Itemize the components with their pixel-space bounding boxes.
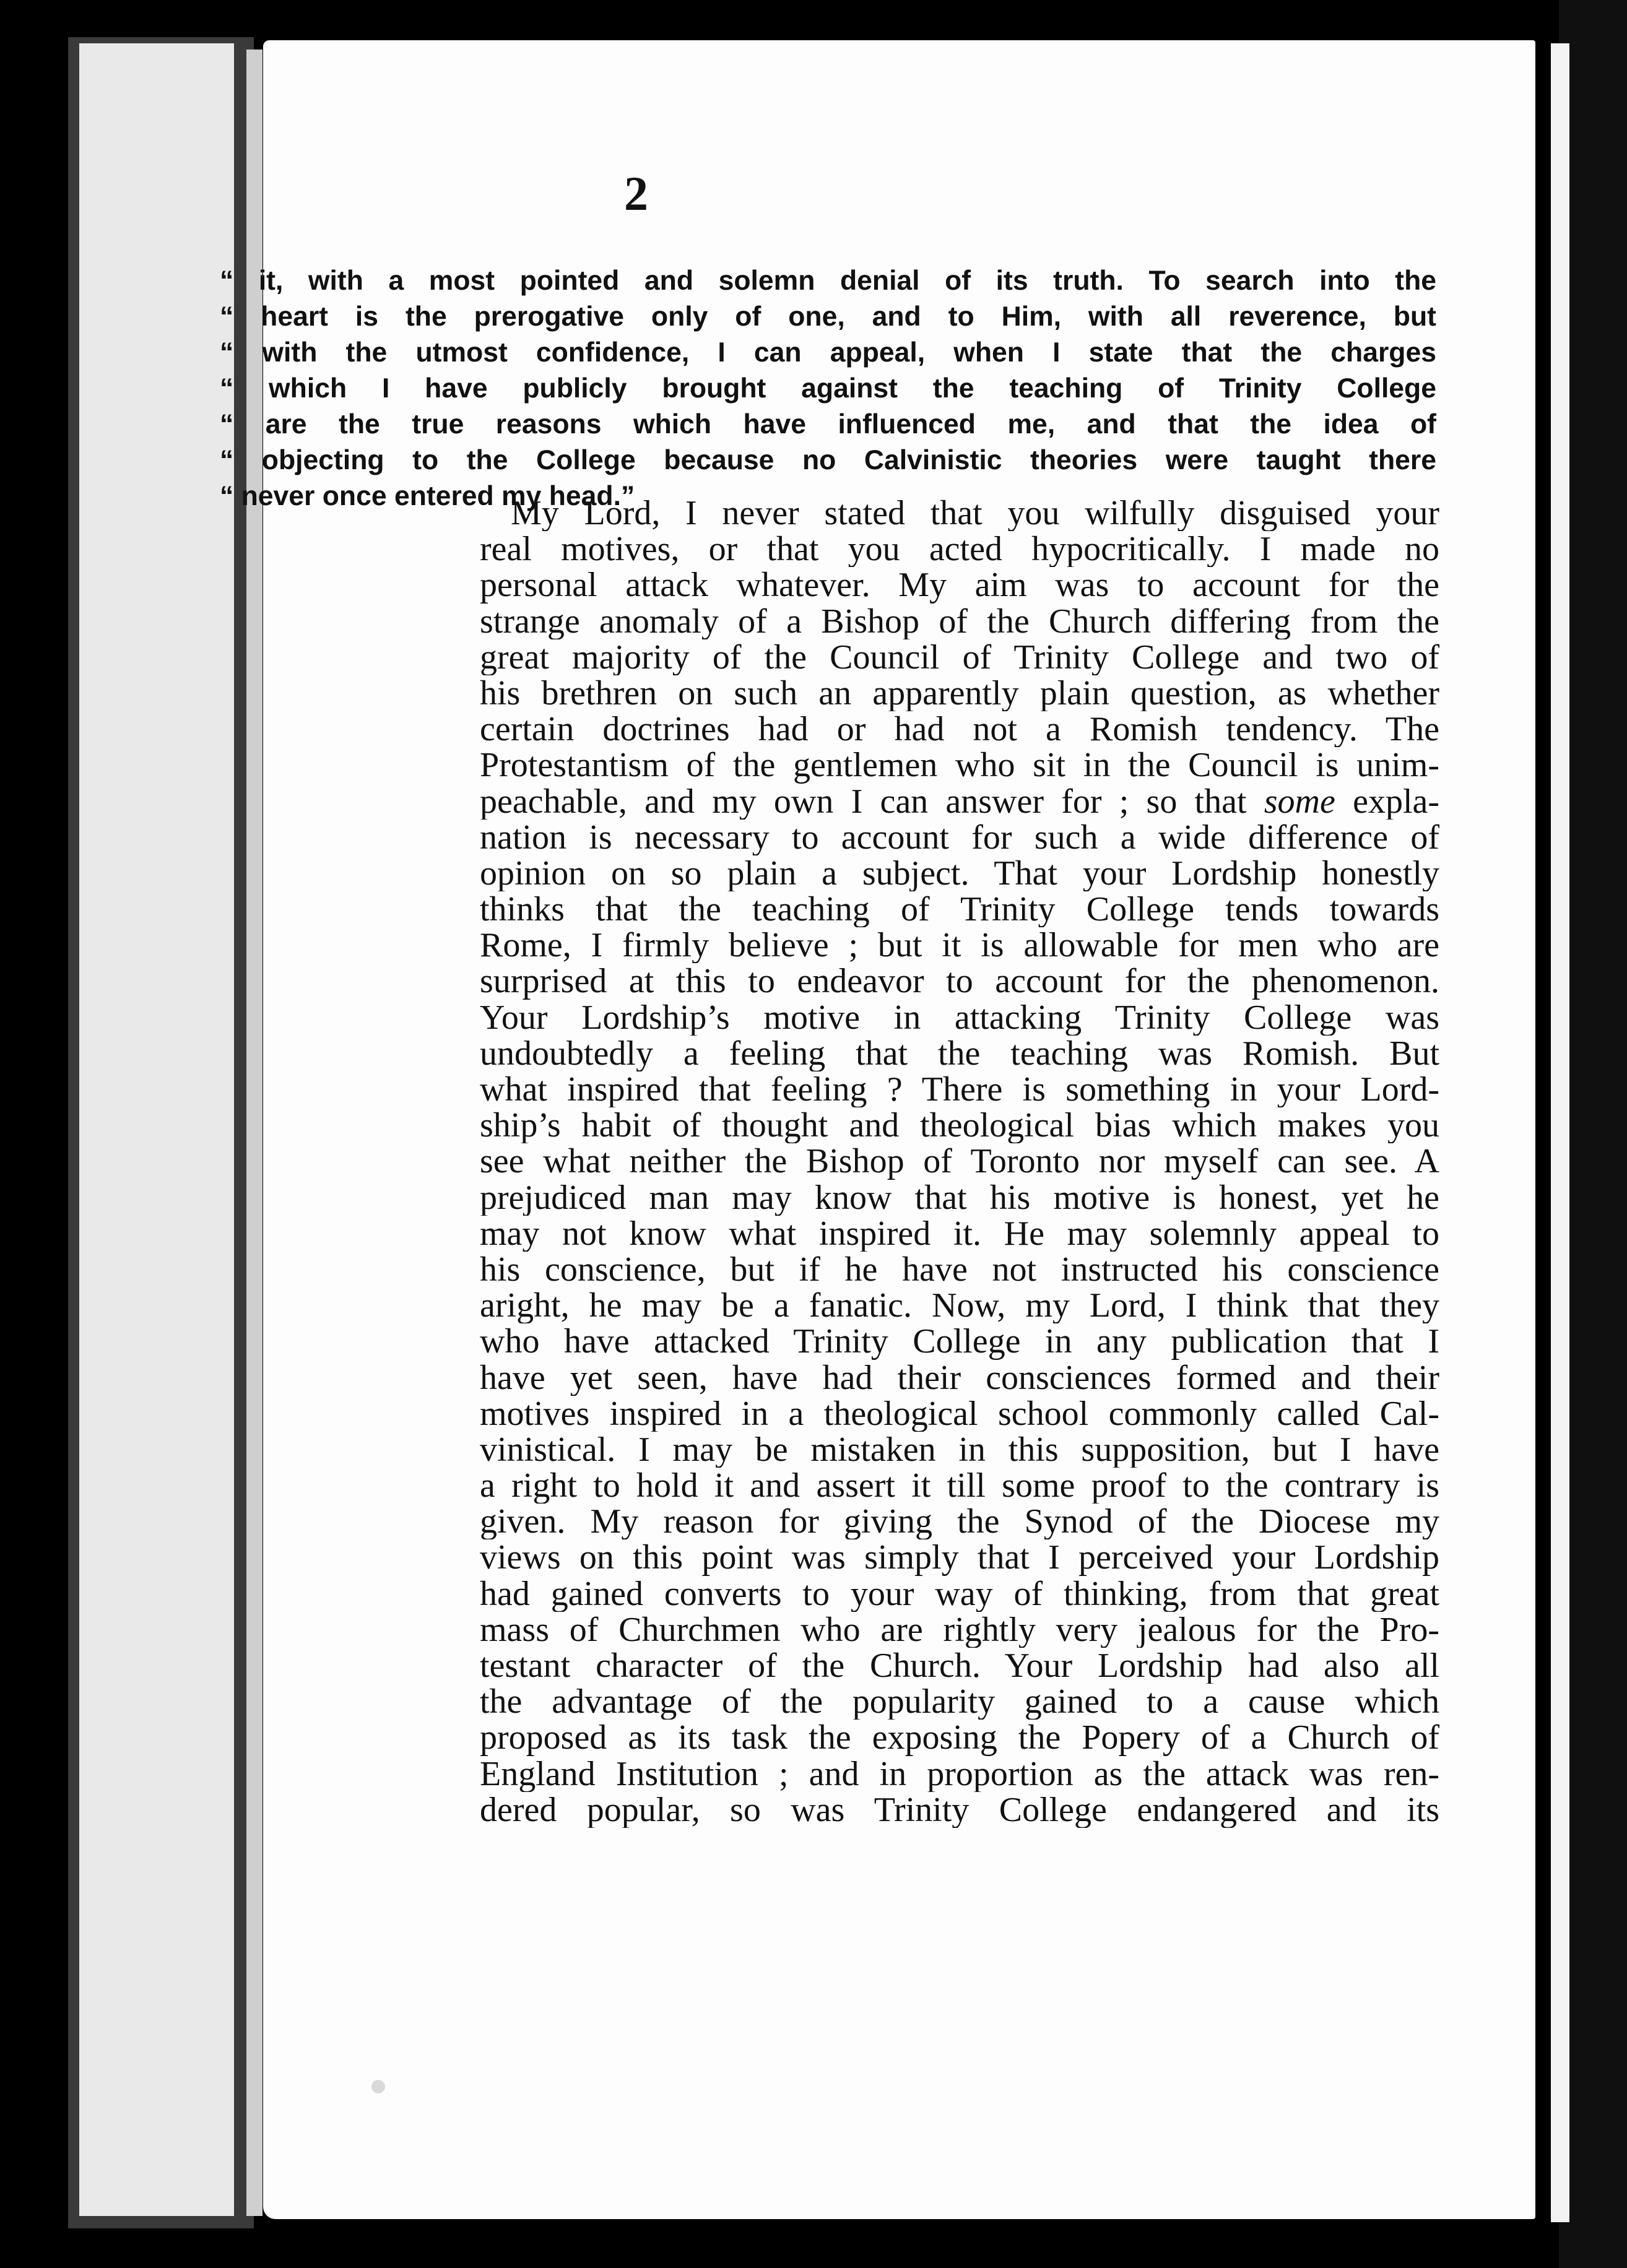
body-line: surprised at this to endeavor to account for the phenomenon. — [480, 963, 1439, 1000]
body-line: England Institution ; and in proportion as the attack was ren- — [480, 1755, 1439, 1792]
body-line: testant character of the Church. Your Lordship had also all — [480, 1648, 1439, 1684]
body-line: Protestantism of the gentlemen who sit in the Council is unim- — [480, 747, 1439, 784]
quote-line: “ it, with a most pointed and solemn denial of its truth. To search into the — [220, 266, 1436, 296]
body-line: strange anomaly of a Bishop of the Church differing from the — [480, 603, 1439, 639]
body-line: opinion on so plain a subject. That your Lordship honestly — [480, 855, 1439, 892]
body-line: the advantage of the popularity gained to a cause which — [480, 1684, 1439, 1720]
body-line: prejudiced man may know that his motive is honest, yet he — [480, 1179, 1439, 1216]
body-line: dered popular, so was Trinity College endangered and its — [480, 1791, 1439, 1828]
body-line: had gained converts to your way of thinking, from that great — [480, 1575, 1439, 1612]
body-line: motives inspired in a theological school commonly called Cal- — [480, 1395, 1439, 1432]
body-line: may not know what inspired it. He may solemnly appeal to — [480, 1215, 1439, 1252]
body-line: see what neither the Bishop of Toronto nor myself can see. A — [480, 1143, 1439, 1180]
body-line: who have attacked Trinity College in any publication that I — [480, 1323, 1439, 1360]
body-line: proposed as its task the exposing the Popery of a Church of — [480, 1720, 1439, 1756]
page-number: 2 — [624, 167, 648, 220]
body-line: personal attack whatever. My aim was to account for the — [480, 567, 1439, 604]
scan-speck — [371, 2080, 385, 2093]
body-line: certain doctrines had or had not a Romish tendency. The — [480, 711, 1439, 748]
body-line: My Lord, I never stated that you wilfully disguised your — [511, 495, 1439, 532]
quote-line: “ heart is the prerogative only of one, and to Him, with all reverence, but — [220, 301, 1436, 332]
body-line: nation is necessary to account for such a wide difference of — [480, 819, 1439, 855]
scan-frame-left-inner — [79, 43, 234, 2216]
quote-line: “ never once entered my head.” — [220, 481, 635, 511]
emphasized-word: some — [1264, 783, 1335, 820]
body-line: have yet seen, have had their consciences formed and their — [480, 1359, 1439, 1396]
body-line: views on this point was simply that I perceived your Lordship — [480, 1539, 1439, 1576]
quote-line: “ which I have publicly brought against the teaching of Trinity College — [220, 373, 1436, 404]
body-line: thinks that the teaching of Trinity College tends towards — [480, 891, 1439, 928]
body-line: real motives, or that you acted hypocritically. I made no — [480, 531, 1439, 568]
body-line: peachable, and my own I can answer for ; so that some expla- — [480, 783, 1439, 820]
quote-line: “ with the utmost confidence, I can appeal, when I state that the charges — [220, 337, 1436, 368]
body-line: Your Lordship’s motive in attacking Trinity College was — [480, 999, 1439, 1036]
body-paragraph — [480, 495, 1439, 1828]
body-line: aright, he may be a fanatic. Now, my Lord, I think that they — [480, 1288, 1439, 1324]
body-line: a right to hold it and assert it till some proof to the contrary is — [480, 1468, 1439, 1504]
body-line: what inspired that feeling ? There is something in your Lord- — [480, 1071, 1439, 1108]
scan-next-page-edge — [1551, 43, 1569, 2222]
body-line: Rome, I firmly believe ; but it is allowable for men who are — [480, 927, 1439, 964]
quote-line: “ are the true reasons which have influenced me, and that the idea of — [220, 409, 1436, 439]
body-line: undoubtedly a feeling that the teaching was Romish. But — [480, 1035, 1439, 1071]
body-line: great majority of the Council of Trinity College and two of — [480, 639, 1439, 675]
body-line: his conscience, but if he have not instructed his conscience — [480, 1251, 1439, 1288]
body-line: mass of Churchmen who are rightly very jealous for the Pro- — [480, 1611, 1439, 1648]
body-line: his brethren on such an apparently plain question, as whether — [480, 675, 1439, 712]
body-line: given. My reason for giving the Synod of the Diocese my — [480, 1504, 1439, 1540]
quote-line: “ objecting to the College because no Calvinistic theories were taught there — [220, 445, 1436, 475]
body-line: vinistical. I may be mistaken in this supposition, but I have — [480, 1431, 1439, 1468]
quoted-passage — [220, 263, 1436, 514]
body-line: ship’s habit of thought and theological bias which makes you — [480, 1107, 1439, 1144]
